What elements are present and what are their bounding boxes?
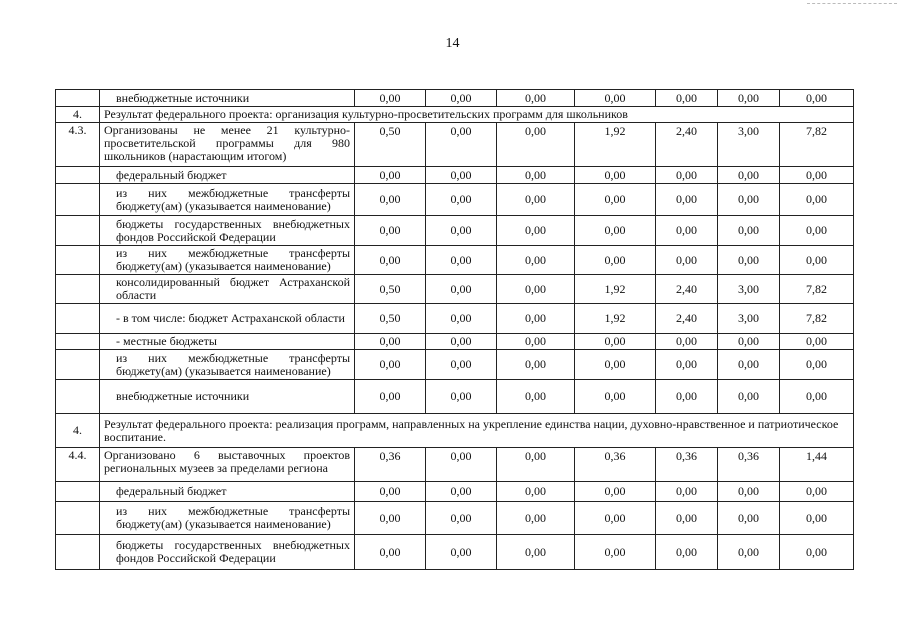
scan-edge-mark <box>807 3 897 5</box>
value-cell: 2,40 <box>656 304 718 334</box>
value-cell: 0,00 <box>575 535 656 570</box>
value-cell: 0,00 <box>780 535 854 570</box>
value-cell: 3,00 <box>718 275 780 304</box>
value-cell: 0,00 <box>575 334 656 350</box>
value-cell: 0,00 <box>656 380 718 414</box>
value-cell: 7,82 <box>780 304 854 334</box>
value-cell: 0,50 <box>355 304 426 334</box>
value-cell: 0,00 <box>718 502 780 535</box>
value-cell: 0,00 <box>656 246 718 275</box>
value-cell: 0,50 <box>355 123 426 167</box>
table-row <box>56 350 854 380</box>
row-index <box>56 350 100 380</box>
value-cell: 0,00 <box>718 167 780 184</box>
value-cell: 0,00 <box>355 535 426 570</box>
value-cell: 0,00 <box>497 334 575 350</box>
value-cell: 0,00 <box>355 350 426 380</box>
table-body <box>56 90 854 570</box>
table-row <box>56 184 854 216</box>
row-index <box>56 184 100 216</box>
value-cell: 1,92 <box>575 123 656 167</box>
value-cell: 0,00 <box>780 482 854 502</box>
row-index: 4.3. <box>56 123 100 167</box>
value-cell: 0,00 <box>780 246 854 275</box>
value-cell: 0,00 <box>718 380 780 414</box>
value-cell: 0,00 <box>780 216 854 246</box>
value-cell: 0,00 <box>497 535 575 570</box>
row-index <box>56 246 100 275</box>
value-cell: 0,00 <box>497 184 575 216</box>
value-cell: 0,00 <box>426 275 497 304</box>
value-cell: 0,36 <box>718 448 780 482</box>
value-cell: 0,00 <box>426 123 497 167</box>
value-cell: 0,00 <box>426 246 497 275</box>
row-label: из них межбюджетные трансферты бюджету(ам) (указывается наименование) <box>100 502 355 535</box>
row-index <box>56 482 100 502</box>
value-cell: 0,00 <box>426 380 497 414</box>
value-cell: 0,00 <box>355 334 426 350</box>
table-row <box>56 246 854 275</box>
value-cell: 0,00 <box>426 482 497 502</box>
value-cell: 1,92 <box>575 275 656 304</box>
row-index <box>56 502 100 535</box>
value-cell: 0,00 <box>780 350 854 380</box>
value-cell: 0,00 <box>355 216 426 246</box>
value-cell: 0,00 <box>355 246 426 275</box>
value-cell: 0,00 <box>355 167 426 184</box>
value-cell: 0,00 <box>718 216 780 246</box>
row-index <box>56 275 100 304</box>
value-cell: 0,00 <box>426 304 497 334</box>
section-row <box>56 107 854 123</box>
row-index <box>56 90 100 107</box>
value-cell: 0,00 <box>426 334 497 350</box>
section-row <box>56 414 854 448</box>
value-cell: 0,00 <box>575 380 656 414</box>
row-label: бюджеты государственных внебюджетных фондов Российской Федерации <box>100 216 355 246</box>
value-cell: 0,00 <box>575 167 656 184</box>
value-cell: 0,00 <box>355 184 426 216</box>
value-cell: 0,00 <box>780 502 854 535</box>
value-cell: 0,00 <box>656 502 718 535</box>
value-cell: 1,44 <box>780 448 854 482</box>
row-label: федеральный бюджет <box>100 482 355 502</box>
value-cell: 0,00 <box>355 482 426 502</box>
value-cell: 0,00 <box>426 184 497 216</box>
table-row <box>56 535 854 570</box>
row-index: 4.4. <box>56 448 100 482</box>
value-cell: 0,00 <box>656 184 718 216</box>
value-cell: 0,00 <box>656 167 718 184</box>
value-cell: 0,00 <box>656 482 718 502</box>
value-cell: 0,00 <box>497 502 575 535</box>
value-cell: 0,00 <box>426 502 497 535</box>
value-cell: 0,00 <box>780 380 854 414</box>
value-cell: 0,00 <box>355 502 426 535</box>
section-title: Результат федерального проекта: организация культурно-просветительских программ для школьников <box>100 107 854 123</box>
budget-table <box>55 89 854 570</box>
row-label: Организовано 6 выставочных проектов региональных музеев за пределами региона <box>100 448 355 482</box>
value-cell: 0,00 <box>575 350 656 380</box>
row-index: 4. <box>56 414 100 448</box>
value-cell: 0,00 <box>497 304 575 334</box>
row-index <box>56 167 100 184</box>
value-cell: 0,00 <box>426 535 497 570</box>
value-cell: 0,00 <box>718 246 780 275</box>
value-cell: 0,00 <box>656 535 718 570</box>
value-cell: 7,82 <box>780 275 854 304</box>
row-index <box>56 334 100 350</box>
value-cell: 0,00 <box>718 184 780 216</box>
value-cell: 0,00 <box>355 90 426 107</box>
value-cell: 0,00 <box>575 184 656 216</box>
table-row <box>56 167 854 184</box>
table-row <box>56 502 854 535</box>
value-cell: 0,00 <box>780 184 854 216</box>
row-index <box>56 216 100 246</box>
row-label: - местные бюджеты <box>100 334 355 350</box>
value-cell: 0,00 <box>575 502 656 535</box>
value-cell: 0,00 <box>426 350 497 380</box>
row-label: внебюджетные источники <box>100 90 355 107</box>
value-cell: 0,00 <box>718 334 780 350</box>
value-cell: 7,82 <box>780 123 854 167</box>
row-label: из них межбюджетные трансферты бюджету(ам) (указывается наименование) <box>100 184 355 216</box>
value-cell: 3,00 <box>718 123 780 167</box>
row-index <box>56 535 100 570</box>
value-cell: 0,00 <box>497 90 575 107</box>
value-cell: 0,00 <box>497 482 575 502</box>
value-cell: 0,00 <box>780 167 854 184</box>
value-cell: 0,00 <box>497 448 575 482</box>
value-cell: 0,00 <box>355 380 426 414</box>
value-cell: 0,00 <box>656 216 718 246</box>
value-cell: 0,00 <box>426 90 497 107</box>
table-row <box>56 90 854 107</box>
row-label: из них межбюджетные трансферты бюджету(ам) (указывается наименование) <box>100 246 355 275</box>
value-cell: 0,00 <box>575 246 656 275</box>
value-cell: 0,00 <box>497 275 575 304</box>
value-cell: 0,50 <box>355 275 426 304</box>
value-cell: 0,00 <box>575 90 656 107</box>
value-cell: 0,00 <box>497 216 575 246</box>
row-label: из них межбюджетные трансферты бюджету(ам) (указывается наименование) <box>100 350 355 380</box>
value-cell: 0,00 <box>497 246 575 275</box>
table-row <box>56 216 854 246</box>
value-cell: 0,00 <box>575 482 656 502</box>
value-cell: 0,00 <box>780 334 854 350</box>
value-cell: 0,00 <box>718 482 780 502</box>
value-cell: 0,00 <box>656 334 718 350</box>
value-cell: 3,00 <box>718 304 780 334</box>
table-row <box>56 448 854 482</box>
value-cell: 0,00 <box>426 167 497 184</box>
value-cell: 0,00 <box>575 216 656 246</box>
row-label: внебюджетные источники <box>100 380 355 414</box>
value-cell: 0,36 <box>575 448 656 482</box>
value-cell: 0,00 <box>497 350 575 380</box>
value-cell: 0,00 <box>718 350 780 380</box>
table-row <box>56 334 854 350</box>
row-label: - в том числе: бюджет Астраханской области <box>100 304 355 334</box>
value-cell: 0,00 <box>497 380 575 414</box>
row-label: Организованы не менее 21 культурно-просветительской программы для 980 школьников (нарастающим итогом) <box>100 123 355 167</box>
table-row <box>56 123 854 167</box>
value-cell: 2,40 <box>656 275 718 304</box>
table-row <box>56 304 854 334</box>
value-cell: 0,00 <box>718 535 780 570</box>
value-cell: 0,00 <box>497 123 575 167</box>
value-cell: 0,36 <box>656 448 718 482</box>
value-cell: 2,40 <box>656 123 718 167</box>
value-cell: 0,00 <box>497 167 575 184</box>
row-index <box>56 380 100 414</box>
row-label: консолидированный бюджет Астраханской области <box>100 275 355 304</box>
row-index <box>56 304 100 334</box>
row-label: бюджеты государственных внебюджетных фондов Российской Федерации <box>100 535 355 570</box>
value-cell: 0,00 <box>656 350 718 380</box>
row-label: федеральный бюджет <box>100 167 355 184</box>
section-title: Результат федерального проекта: реализация программ, направленных на укрепление единства нации, духовно-нравственное и патриотическое воспитание. <box>100 414 854 448</box>
table-row <box>56 275 854 304</box>
value-cell: 0,00 <box>718 90 780 107</box>
value-cell: 0,00 <box>426 448 497 482</box>
value-cell: 0,36 <box>355 448 426 482</box>
table-row <box>56 482 854 502</box>
row-index: 4. <box>56 107 100 123</box>
value-cell: 0,00 <box>656 90 718 107</box>
value-cell: 0,00 <box>780 90 854 107</box>
table-row <box>56 380 854 414</box>
page-number: 14 <box>445 36 460 51</box>
value-cell: 1,92 <box>575 304 656 334</box>
value-cell: 0,00 <box>426 216 497 246</box>
